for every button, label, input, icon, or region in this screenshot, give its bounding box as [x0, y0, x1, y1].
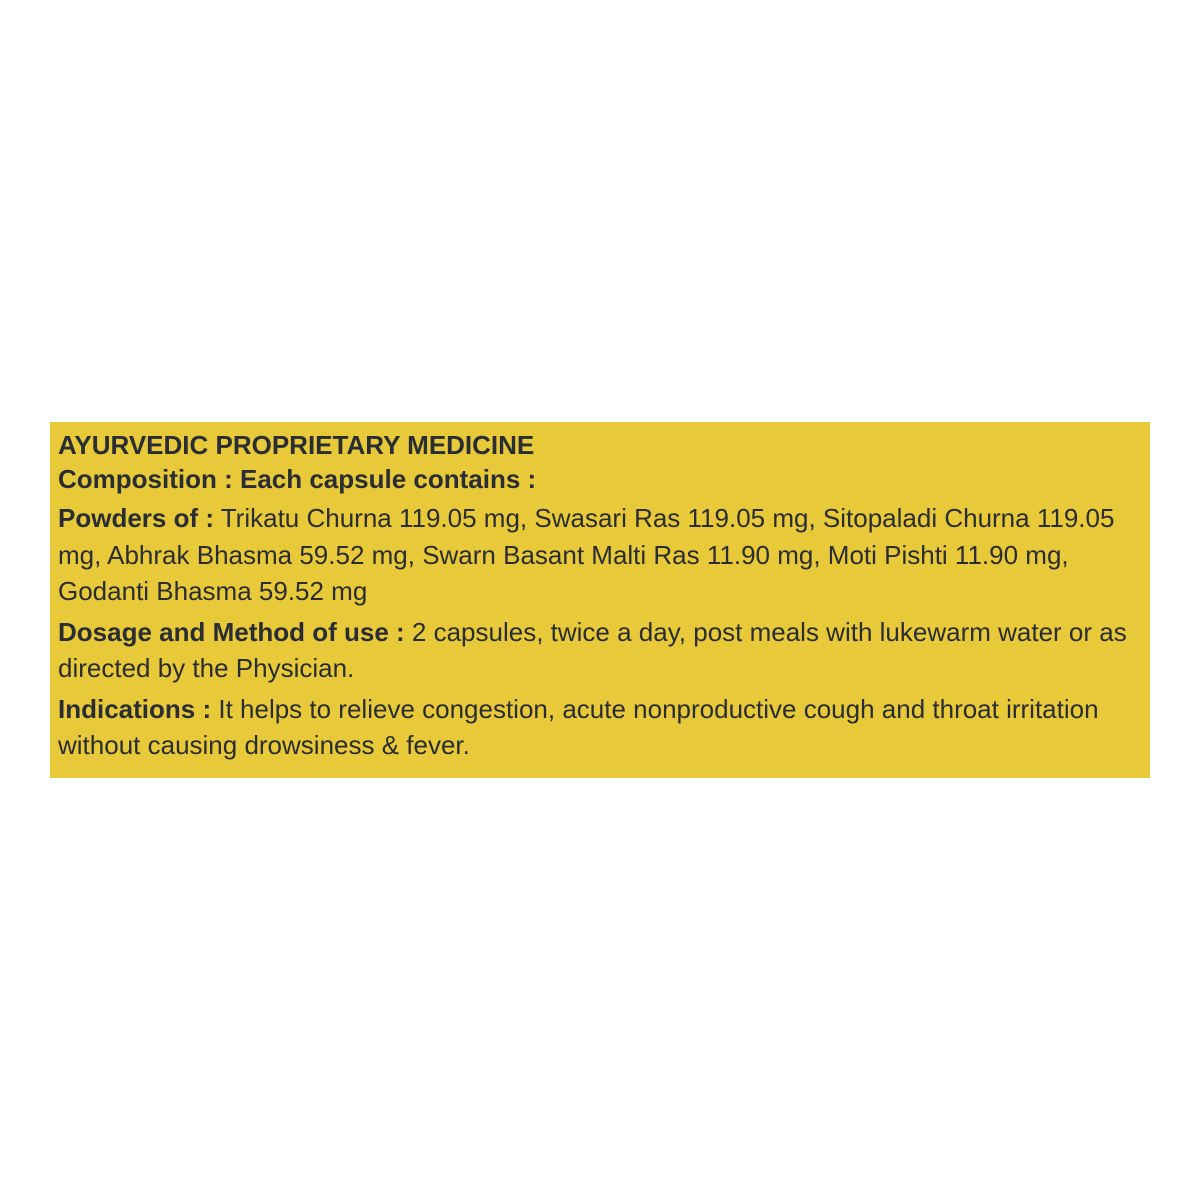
dosage-paragraph [58, 614, 1142, 687]
powders-paragraph [58, 500, 1142, 610]
indications-paragraph [58, 691, 1142, 764]
label-title: AYURVEDIC PROPRIETARY MEDICINE [58, 430, 535, 460]
medicine-label-panel [50, 422, 1150, 778]
indications-lead: Indications : [58, 693, 212, 724]
dosage-text: 2 capsules, twice a day, post meals with lukewarm water or as directed by the Physician. [58, 616, 1127, 683]
dosage-lead: Dosage and Method of use : [58, 616, 405, 647]
powders-lead: Powders of : [58, 503, 215, 533]
powders-text: Trikatu Churna 119.05 mg, Swasari Ras 119.05 mg, Sitopaladi Churna 119.05 mg, Abhrak Bhasma 59.52 mg, Swarn Basant Malti Ras 11.90 mg, Moti Pishti 11.90 mg, Godanti Bhasma 59.52 mg [58, 503, 1115, 606]
composition-heading: Composition : Each capsule contains : [58, 464, 537, 494]
indications-text: It helps to relieve congestion, acute nonproductive cough and throat irritation without causing drowsiness & fever. [58, 693, 1099, 760]
